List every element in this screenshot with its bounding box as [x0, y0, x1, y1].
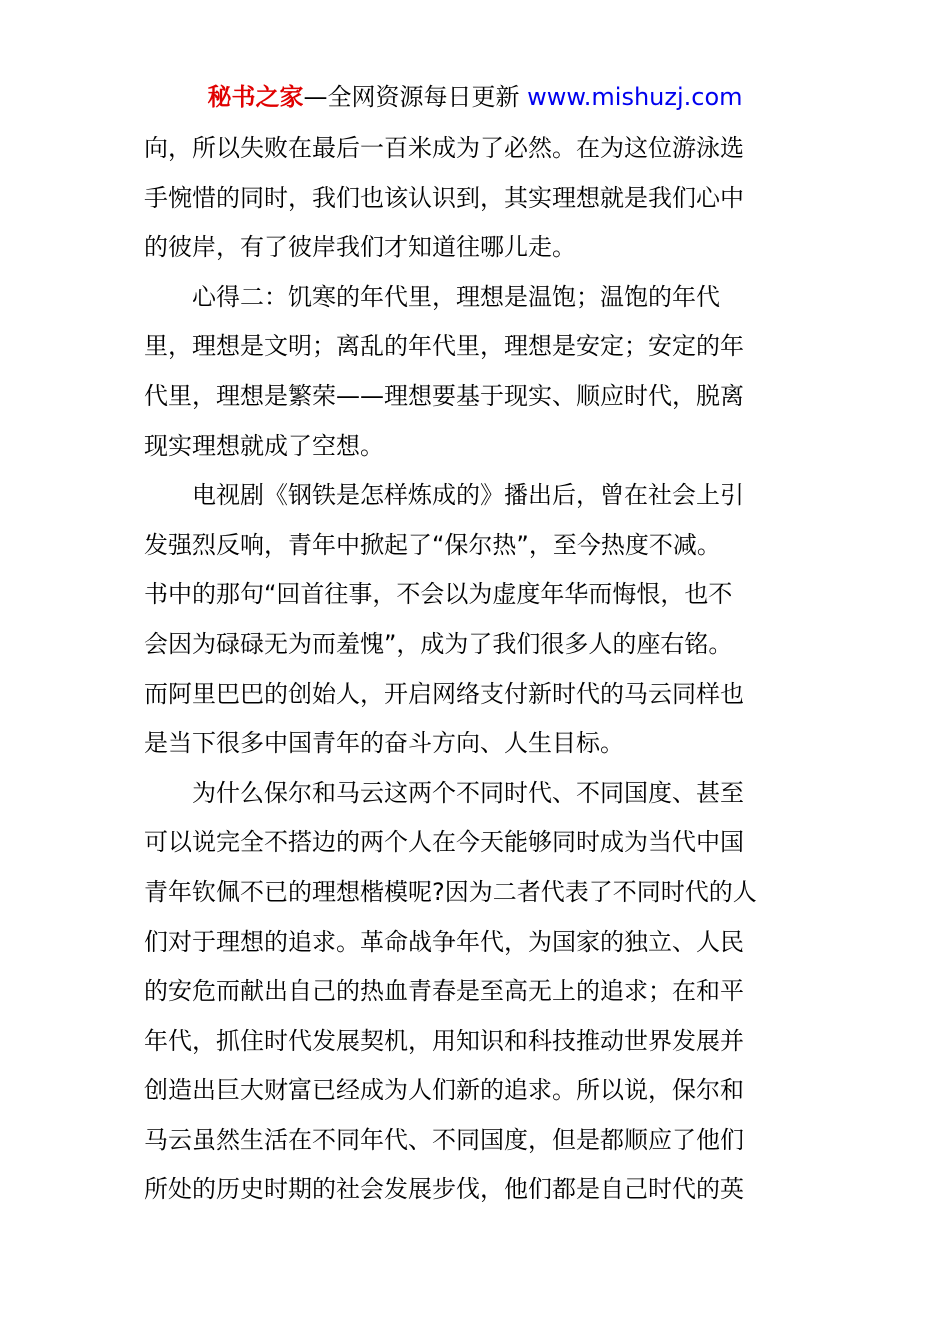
- text-line: 年代，抓住时代发展契机，用知识和科技推动世界发展并: [144, 1026, 744, 1055]
- text-line: 们对于理想的追求。革命战争年代，为国家的独立、人民: [144, 927, 744, 956]
- text-line: 现实理想就成了空想。: [144, 431, 384, 460]
- site-tagline: —全网资源每日更新: [303, 83, 520, 111]
- text-line: 手惋惜的同时，我们也该认识到，其实理想就是我们心中: [144, 183, 744, 212]
- text-line: 青年钦佩不已的理想楷模呢?因为二者代表了不同时代的人: [144, 877, 757, 906]
- text-line: 而阿里巴巴的创始人，开启网络支付新时代的马云同样也: [144, 679, 744, 708]
- text-line: 电视剧《钢铁是怎样炼成的》播出后，曾在社会上引: [144, 481, 744, 510]
- document-body: [144, 124, 806, 1215]
- text-line: 代里，理想是繁荣——理想要基于现实、顺应时代，脱离: [144, 381, 744, 410]
- text-line: 向，所以失败在最后一百米成为了必然。在为这位游泳选: [144, 134, 744, 162]
- text-line: 可以说完全不搭边的两个人在今天能够同时成为当代中国: [144, 828, 744, 857]
- text-line: 所处的历史时期的社会发展步伐，他们都是自己时代的英: [144, 1175, 744, 1204]
- text-line: 是当下很多中国青年的奋斗方向、人生目标。: [144, 729, 624, 758]
- site-brand: 秘书之家: [207, 83, 304, 111]
- text-line: 发强烈反响，青年中掀起了“保尔热”，至今热度不减。: [144, 530, 721, 559]
- text-line: 的安危而献出自己的热血青春是至高无上的追求；在和平: [144, 977, 744, 1006]
- text-line: 马云虽然生活在不同年代、不同国度，但是都顺应了他们: [144, 1125, 744, 1154]
- text-line: 为什么保尔和马云这两个不同时代、不同国度、甚至: [144, 778, 744, 807]
- text-line: 里，理想是文明；离乱的年代里，理想是安定；安定的年: [144, 332, 744, 361]
- text-line: 的彼岸，有了彼岸我们才知道往哪儿走。: [144, 233, 576, 262]
- text-line: 创造出巨大财富已经成为人们新的追求。所以说，保尔和: [144, 1076, 744, 1105]
- page-header: [0, 80, 950, 114]
- site-url-link[interactable]: www.mishuzj.com: [527, 83, 743, 111]
- text-line: 书中的那句“回首往事，不会以为虚度年华而悔恨，也不: [144, 580, 733, 609]
- text-line: 会因为碌碌无为而羞愧”，成为了我们很多人的座右铭。: [144, 629, 733, 658]
- text-line: 心得二：饥寒的年代里，理想是温饱；温饱的年代: [144, 282, 720, 311]
